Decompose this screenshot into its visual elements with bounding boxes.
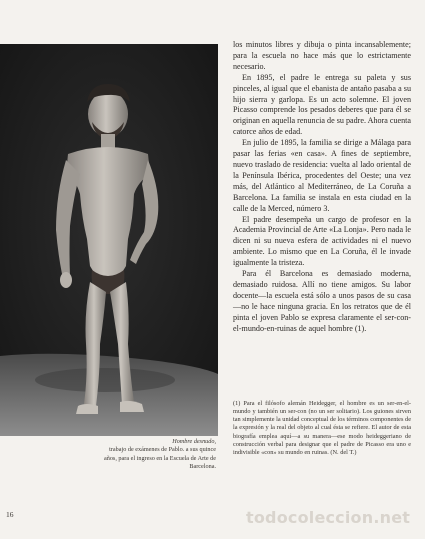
caption-body: trabajo de exámenes de Pablo. a sus quince años, para el ingreso en la Escuela de Arte de Barcelona. xyxy=(103,446,216,470)
paragraph-5: Para él Barcelona es demasiado moderna, demasiado ruidosa. Allí no tiene amigos. Su labor docente—la escuela está sólo a unos pasos de su casa—no le hace ninguna gracia. En los retratos que de él pinta el joven Pablo se expresa claramente el ser-con-el-mundo-en-ruinas de aquel hombre (1). xyxy=(233,269,411,333)
paragraph-4: El padre desempeña un cargo de profesor en la Academia Provincial de Arte «La Lonja». Pero nada le dicen ni su nueva esfera de actividades ni el nuevo ambiente. Lo mismo que en La Coruña, él le invade igualmente la tristeza. xyxy=(233,214,411,268)
main-text xyxy=(233,40,411,334)
footnote-text: (1) Para el filósofo alemán Heidegger, el hombre es un ser-en-el-mundo y también un ser-con (no un ser solitario). Los guiones sirven tan simplemente la unidad conceptual de los términos componentes de la expresión y la real del objeto al cual ésta se refiere. El autor de esta biografía emplea aquí—a su manera—ese modo heideggeriano de construcción verbal para designar que el padre de Picasso era uno e indivisible «con» su mundo en ruinas. (N. del T.) xyxy=(233,400,411,456)
photo-caption xyxy=(98,438,216,471)
nude-figure-painting-icon xyxy=(0,44,218,436)
paragraph-3: En julio de 1895, la familia se dirige a Málaga para pasar las ferias «en casa». A fines de septiembre, nuevo traslado de residencia: vuelta al lado oriental de la Península Ibérica, procedentes del Oeste; una vez más, del Atlántico al Mediterráneo, de La Coruña a Barcelona. La familia se instala en esta ciudad en la calle de la Merced, número 3. xyxy=(233,138,411,213)
caption-title: Hombre desnudo, xyxy=(172,438,216,445)
page-number: 16 xyxy=(6,510,14,519)
paragraph-2: En 1895, el padre le entrega su paleta y sus pinceles, al igual que el ebanista de antaño pasaba a su hijo sierra y garlopa. Es un acto solemne. El joven Picasso comprende los pesados deberes que para él se originan en aquella renuncia de su padre. Ahora cuenta catorce años de edad. xyxy=(233,72,411,137)
watermark: todocoleccion.net xyxy=(246,508,411,527)
painting-photo xyxy=(0,44,218,436)
paragraph-1: los minutos libres y dibuja o pinta incansablemente; para la escuela no hace más que lo estrictamente necesario. xyxy=(233,40,411,71)
footnote xyxy=(233,400,411,457)
